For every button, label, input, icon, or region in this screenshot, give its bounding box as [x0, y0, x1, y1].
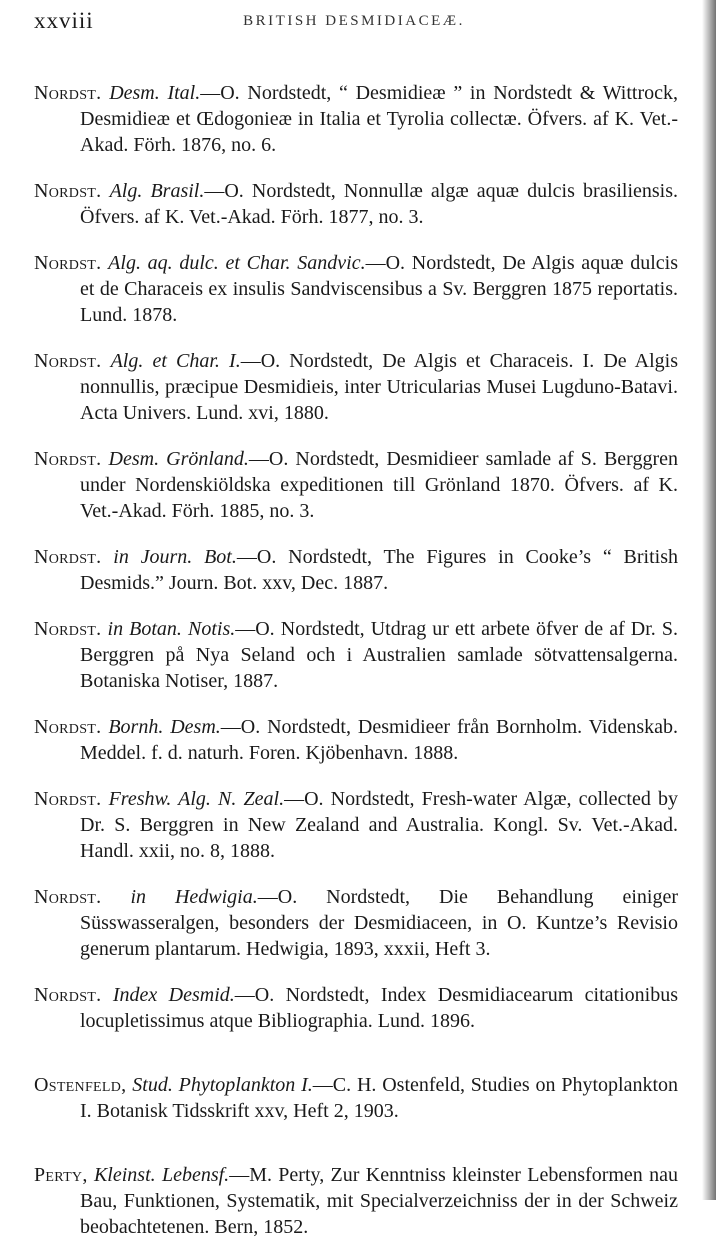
entry-abbreviation: Desm. Ital.: [109, 82, 201, 104]
entry-author: Nordst.: [34, 788, 102, 810]
entry-citation: —O. Nordstedt, Fresh-water Algæ, collected by Dr. S. Berggren in New Zealand and Australia. Kongl. Sv. Vet.-Akad. Handl. xxii, no. 8, 1888.: [80, 788, 678, 862]
entry-abbreviation: Freshw. Alg. N. Zeal.: [108, 788, 285, 810]
entry-author: Nordst.: [34, 82, 102, 104]
bibliography-entry: [34, 1072, 678, 1124]
bibliography-entry: [34, 714, 678, 766]
entry-citation: —O. Nordstedt, Die Behandlung einiger Süsswasseralgen, besonders der Desmidiaceen, in O. Kuntze’s Revisio generum plantarum. Hedwigia, 1893, xxxii, Heft 3.: [80, 886, 679, 960]
page-header: [34, 8, 674, 38]
entry-citation: —C. H. Ostenfeld, Studies on Phytoplankton I. Botanisk Tidsskrift xxv, Heft 2, 1903.: [80, 1074, 679, 1122]
bibliography-entry: [34, 544, 678, 596]
entry-author: Ostenfeld,: [34, 1074, 127, 1096]
entry-author: Nordst.: [34, 618, 102, 640]
entry-author: Nordst.: [34, 180, 102, 202]
entry-abbreviation: in Botan. Notis.: [107, 618, 236, 640]
entry-author: Nordst.: [34, 448, 102, 470]
entry-citation: —O. Nordstedt, Index Desmidiacearum citationibus locupletissimus atque Bibliographia. Lund. 1896.: [80, 984, 678, 1032]
running-title: BRITISH DESMIDIACEÆ.: [243, 13, 465, 29]
entry-abbreviation: Bornh. Desm.: [108, 716, 221, 738]
entry-citation: —O. Nordstedt, Nonnullæ algæ aquæ dulcis brasiliensis. Öfvers. af K. Vet.-Akad. Förh. 1877, no. 3.: [80, 180, 678, 228]
entry-author: Nordst.: [34, 716, 102, 738]
entry-citation: —O. Nordstedt, The Figures in Cooke’s “ British Desmids.” Journ. Bot. xxv, Dec. 1887.: [80, 546, 679, 594]
entry-abbreviation: Alg. et Char. I.: [110, 350, 241, 372]
entry-citation: —O. Nordstedt, De Algis et Characeis. I. De Algis nonnullis, præcipue Desmidieis, inter Utricularias Musei Lugduno-Batavi. Acta Univers. Lund. xvi, 1880.: [80, 350, 679, 424]
bibliography-entry: [34, 178, 678, 230]
entry-citation: —O. Nordstedt, De Algis aquæ dulcis et de Characeis ex insulis Sandviscensibus a Sv. Berggren 1875 reportatis. Lund. 1878.: [80, 252, 679, 326]
bibliography-entry: [34, 786, 678, 864]
entry-author: Perty,: [34, 1164, 88, 1186]
bibliography-entry: [34, 884, 678, 962]
bibliography-entry: [34, 250, 678, 328]
entry-author: Nordst.: [34, 350, 102, 372]
entry-citation: —O. Nordstedt, Utdrag ur ett arbete öfver de af Dr. S. Berggren på Nya Seland och i Australien samlade sötvattensalgerna. Botaniska Notiser, 1887.: [80, 618, 678, 692]
bibliography-entry: [34, 446, 678, 524]
entry-abbreviation: in Hedwigia.: [130, 886, 258, 908]
entry-citation: —M. Perty, Zur Kenntniss kleinster Lebensformen nau Bau, Funktionen, Systematik, mit Specialverzeichniss der in der Schweiz beobachtetenen. Bern, 1852.: [80, 1164, 678, 1238]
entry-citation: —O. Nordstedt, “ Desmidieæ ” in Nordstedt & Wittrock, Desmidieæ et Œdogonieæ in Italia et Tyrolia collectæ. Öfvers. af K. Vet.-Akad. Förh. 1876, no. 6.: [80, 82, 678, 156]
entry-citation: —O. Nordstedt, Desmidieer från Bornholm. Videnskab. Meddel. f. d. naturh. Foren. Kjöbenhavn. 1888.: [80, 716, 679, 764]
bibliography-entry: [34, 616, 678, 694]
entry-citation: —O. Nordstedt, Desmidieer samlade af S. Berggren under Nordenskiöldska expeditionen till Grönland 1870. Öfvers. af K. Vet.-Akad. Förh. 1885, no. 3.: [80, 448, 678, 522]
entry-abbreviation: Alg. aq. dulc. et Char. Sandvic.: [108, 252, 366, 274]
entry-abbreviation: Alg. Brasil.: [109, 180, 205, 202]
entry-author: Nordst.: [34, 546, 102, 568]
bibliography-entry: [34, 1162, 678, 1240]
bibliography-entry: [34, 982, 678, 1034]
page-number: xxviii: [34, 8, 94, 33]
entry-author: Nordst.: [34, 886, 102, 908]
entry-abbreviation: Stud. Phytoplankton I.: [132, 1074, 313, 1096]
entry-abbreviation: Kleinst. Lebensf.: [93, 1164, 230, 1186]
entry-abbreviation: in Journ. Bot.: [113, 546, 237, 568]
page-edge-shadow: [702, 0, 716, 1200]
bibliography-entry: [34, 348, 678, 426]
bibliography-list: [34, 60, 678, 1243]
entry-author: Nordst.: [34, 984, 102, 1006]
entry-author: Nordst.: [34, 252, 102, 274]
entry-abbreviation: Index Desmid.: [112, 984, 235, 1006]
entry-abbreviation: Desm. Grönland.: [108, 448, 249, 470]
bibliography-entry: [34, 80, 678, 158]
